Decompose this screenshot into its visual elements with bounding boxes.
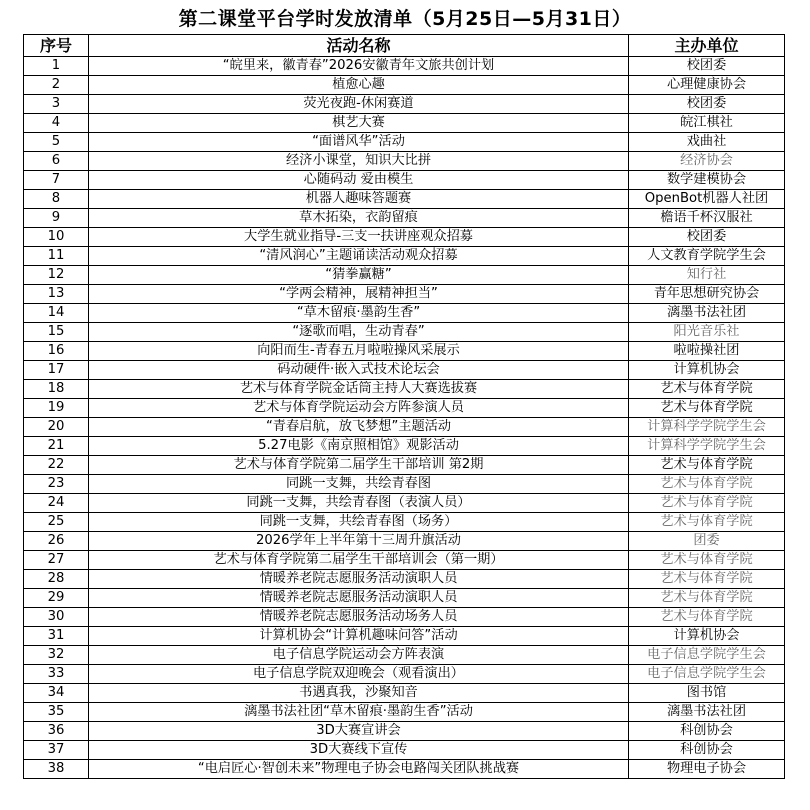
cell-serial: 33 [24, 665, 89, 684]
cell-serial: 19 [24, 399, 89, 418]
cell-activity: “草木留痕·墨韵生香” [89, 304, 629, 323]
cell-organizer: 艺术与体育学院 [629, 399, 785, 418]
table-row [24, 114, 785, 133]
cell-organizer: 科创协会 [629, 722, 785, 741]
cell-organizer: 图书馆 [629, 684, 785, 703]
cell-organizer: 校团委 [629, 228, 785, 247]
cell-serial: 36 [24, 722, 89, 741]
cell-activity: 3D大赛宣讲会 [89, 722, 629, 741]
cell-activity: “面谱风华”活动 [89, 133, 629, 152]
cell-serial: 6 [24, 152, 89, 171]
cell-serial: 30 [24, 608, 89, 627]
cell-organizer: 艺术与体育学院 [629, 570, 785, 589]
cell-serial: 23 [24, 475, 89, 494]
cell-activity: 3D大赛线下宣传 [89, 741, 629, 760]
cell-activity: 2026学年上半年第十三周升旗活动 [89, 532, 629, 551]
cell-serial: 18 [24, 380, 89, 399]
table-row [24, 209, 785, 228]
cell-serial: 7 [24, 171, 89, 190]
cell-activity: 机器人趣味答题赛 [89, 190, 629, 209]
cell-serial: 22 [24, 456, 89, 475]
cell-activity: 经济小课堂，知识大比拼 [89, 152, 629, 171]
cell-activity: “清风润心”主题诵读活动观众招募 [89, 247, 629, 266]
cell-organizer: 电子信息学院学生会 [629, 665, 785, 684]
cell-serial: 5 [24, 133, 89, 152]
cell-organizer: 知行社 [629, 266, 785, 285]
cell-activity: 荧光夜跑-休闲赛道 [89, 95, 629, 114]
cell-organizer: 计算科学学院学生会 [629, 437, 785, 456]
cell-serial: 37 [24, 741, 89, 760]
cell-serial: 26 [24, 532, 89, 551]
cell-activity: “逐歌而唱，生动青春” [89, 323, 629, 342]
cell-serial: 12 [24, 266, 89, 285]
cell-serial: 10 [24, 228, 89, 247]
table-row [24, 190, 785, 209]
cell-serial: 14 [24, 304, 89, 323]
cell-serial: 20 [24, 418, 89, 437]
table-row [24, 342, 785, 361]
cell-activity: 向阳而生-青春五月啦啦操风采展示 [89, 342, 629, 361]
cell-organizer: 艺术与体育学院 [629, 513, 785, 532]
cell-organizer: 戏曲社 [629, 133, 785, 152]
cell-organizer: 艺术与体育学院 [629, 380, 785, 399]
table-row [24, 418, 785, 437]
cell-serial: 21 [24, 437, 89, 456]
cell-activity: 电子信息学院运动会方阵表演 [89, 646, 629, 665]
cell-organizer: 计算科学学院学生会 [629, 418, 785, 437]
header-serial: 序号 [24, 35, 89, 57]
cell-organizer: 校团委 [629, 57, 785, 76]
cell-organizer: 人文教育学院学生会 [629, 247, 785, 266]
cell-activity: 草木拓染，衣韵留痕 [89, 209, 629, 228]
cell-organizer: 计算机协会 [629, 627, 785, 646]
cell-activity: 漓墨书法社团“草木留痕·墨韵生香”活动 [89, 703, 629, 722]
table-row [24, 589, 785, 608]
cell-serial: 2 [24, 76, 89, 95]
table-row [24, 266, 785, 285]
table-row [24, 608, 785, 627]
cell-serial: 25 [24, 513, 89, 532]
cell-organizer: 心理健康协会 [629, 76, 785, 95]
header-organizer: 主办单位 [629, 35, 785, 57]
table-row [24, 532, 785, 551]
table-row [24, 152, 785, 171]
cell-activity: “学两会精神，展精神担当” [89, 285, 629, 304]
table-body [24, 57, 785, 779]
cell-activity: 同跳一支舞，共绘青春图 [89, 475, 629, 494]
cell-organizer: 艺术与体育学院 [629, 475, 785, 494]
table-row [24, 95, 785, 114]
table-row [24, 361, 785, 380]
table-row [24, 57, 785, 76]
cell-serial: 24 [24, 494, 89, 513]
cell-serial: 4 [24, 114, 89, 133]
table-header-row [24, 35, 785, 57]
table-row [24, 285, 785, 304]
cell-organizer: 漓墨书法社团 [629, 304, 785, 323]
table-row [24, 228, 785, 247]
cell-activity: 情暖养老院志愿服务活动演职人员 [89, 570, 629, 589]
table-row [24, 513, 785, 532]
table-row [24, 684, 785, 703]
cell-activity: “猜拳赢糖” [89, 266, 629, 285]
table-row [24, 76, 785, 95]
cell-organizer: 校团委 [629, 95, 785, 114]
cell-activity: 5.27电影《南京照相馆》观影活动 [89, 437, 629, 456]
cell-activity: 艺术与体育学院金话筒主持人大赛选拔赛 [89, 380, 629, 399]
cell-organizer: 阳光音乐社 [629, 323, 785, 342]
table-row [24, 247, 785, 266]
cell-serial: 27 [24, 551, 89, 570]
cell-organizer: 青年思想研究协会 [629, 285, 785, 304]
cell-activity: 码动硬件·嵌入式技术论坛会 [89, 361, 629, 380]
cell-organizer: 团委 [629, 532, 785, 551]
table-row [24, 570, 785, 589]
cell-serial: 38 [24, 760, 89, 779]
cell-organizer: 电子信息学院学生会 [629, 646, 785, 665]
table-row [24, 760, 785, 779]
cell-activity: 书遇真我，沙聚知音 [89, 684, 629, 703]
cell-activity: 心随码动 爱由模生 [89, 171, 629, 190]
table-row [24, 304, 785, 323]
table-row [24, 171, 785, 190]
cell-organizer: 艺术与体育学院 [629, 551, 785, 570]
cell-activity: 大学生就业指导-三支一扶讲座观众招募 [89, 228, 629, 247]
cell-activity: 电子信息学院双迎晚会（观看演出） [89, 665, 629, 684]
cell-organizer: 檐语千杯汉服社 [629, 209, 785, 228]
header-activity: 活动名称 [89, 35, 629, 57]
table-row [24, 627, 785, 646]
cell-organizer: 物理电子协会 [629, 760, 785, 779]
cell-activity: “电启匠心·智创未来”物理电子协会电路闯关团队挑战赛 [89, 760, 629, 779]
cell-activity: 棋艺大赛 [89, 114, 629, 133]
table-row [24, 133, 785, 152]
table-row [24, 475, 785, 494]
cell-serial: 13 [24, 285, 89, 304]
table-row [24, 456, 785, 475]
cell-serial: 29 [24, 589, 89, 608]
cell-activity: 情暖养老院志愿服务活动场务人员 [89, 608, 629, 627]
cell-organizer: 经济协会 [629, 152, 785, 171]
cell-activity: 艺术与体育学院第二届学生干部培训 第2期 [89, 456, 629, 475]
cell-serial: 8 [24, 190, 89, 209]
cell-serial: 1 [24, 57, 89, 76]
page-title: 第二课堂平台学时发放清单（5月25日—5月31日） [178, 8, 632, 30]
cell-serial: 35 [24, 703, 89, 722]
cell-activity: 艺术与体育学院第二届学生干部培训会（第一期） [89, 551, 629, 570]
cell-serial: 9 [24, 209, 89, 228]
table-row [24, 399, 785, 418]
cell-organizer: 艺术与体育学院 [629, 494, 785, 513]
cell-organizer: 漓墨书法社团 [629, 703, 785, 722]
cell-activity: 情暖养老院志愿服务活动演职人员 [89, 589, 629, 608]
cell-serial: 31 [24, 627, 89, 646]
cell-serial: 32 [24, 646, 89, 665]
cell-serial: 16 [24, 342, 89, 361]
cell-serial: 15 [24, 323, 89, 342]
cell-serial: 17 [24, 361, 89, 380]
cell-activity: 艺术与体育学院运动会方阵参演人员 [89, 399, 629, 418]
cell-serial: 3 [24, 95, 89, 114]
cell-organizer: OpenBot机器人社团 [629, 190, 785, 209]
cell-serial: 34 [24, 684, 89, 703]
cell-activity: “皖里来，徽青春”2026安徽青年文旅共创计划 [89, 57, 629, 76]
cell-activity: 同跳一支舞，共绘青春图（表演人员） [89, 494, 629, 513]
table-row [24, 380, 785, 399]
table-row [24, 646, 785, 665]
cell-organizer: 科创协会 [629, 741, 785, 760]
table-row [24, 741, 785, 760]
cell-serial: 28 [24, 570, 89, 589]
cell-activity: 同跳一支舞，共绘青春图（场务） [89, 513, 629, 532]
table-row [24, 323, 785, 342]
cell-activity: 植愈心趣 [89, 76, 629, 95]
table-row [24, 722, 785, 741]
cell-organizer: 啦啦操社团 [629, 342, 785, 361]
table-row [24, 494, 785, 513]
cell-activity: “青春启航，放飞梦想”主题活动 [89, 418, 629, 437]
table-row [24, 551, 785, 570]
cell-organizer: 数学建模协会 [629, 171, 785, 190]
activity-table [23, 34, 785, 779]
cell-serial: 11 [24, 247, 89, 266]
cell-organizer: 艺术与体育学院 [629, 456, 785, 475]
cell-organizer: 艺术与体育学院 [629, 608, 785, 627]
table-row [24, 703, 785, 722]
table-row [24, 437, 785, 456]
table-row [24, 665, 785, 684]
cell-organizer: 计算机协会 [629, 361, 785, 380]
cell-organizer: 皖江棋社 [629, 114, 785, 133]
cell-activity: 计算机协会“计算机趣味问答”活动 [89, 627, 629, 646]
cell-organizer: 艺术与体育学院 [629, 589, 785, 608]
